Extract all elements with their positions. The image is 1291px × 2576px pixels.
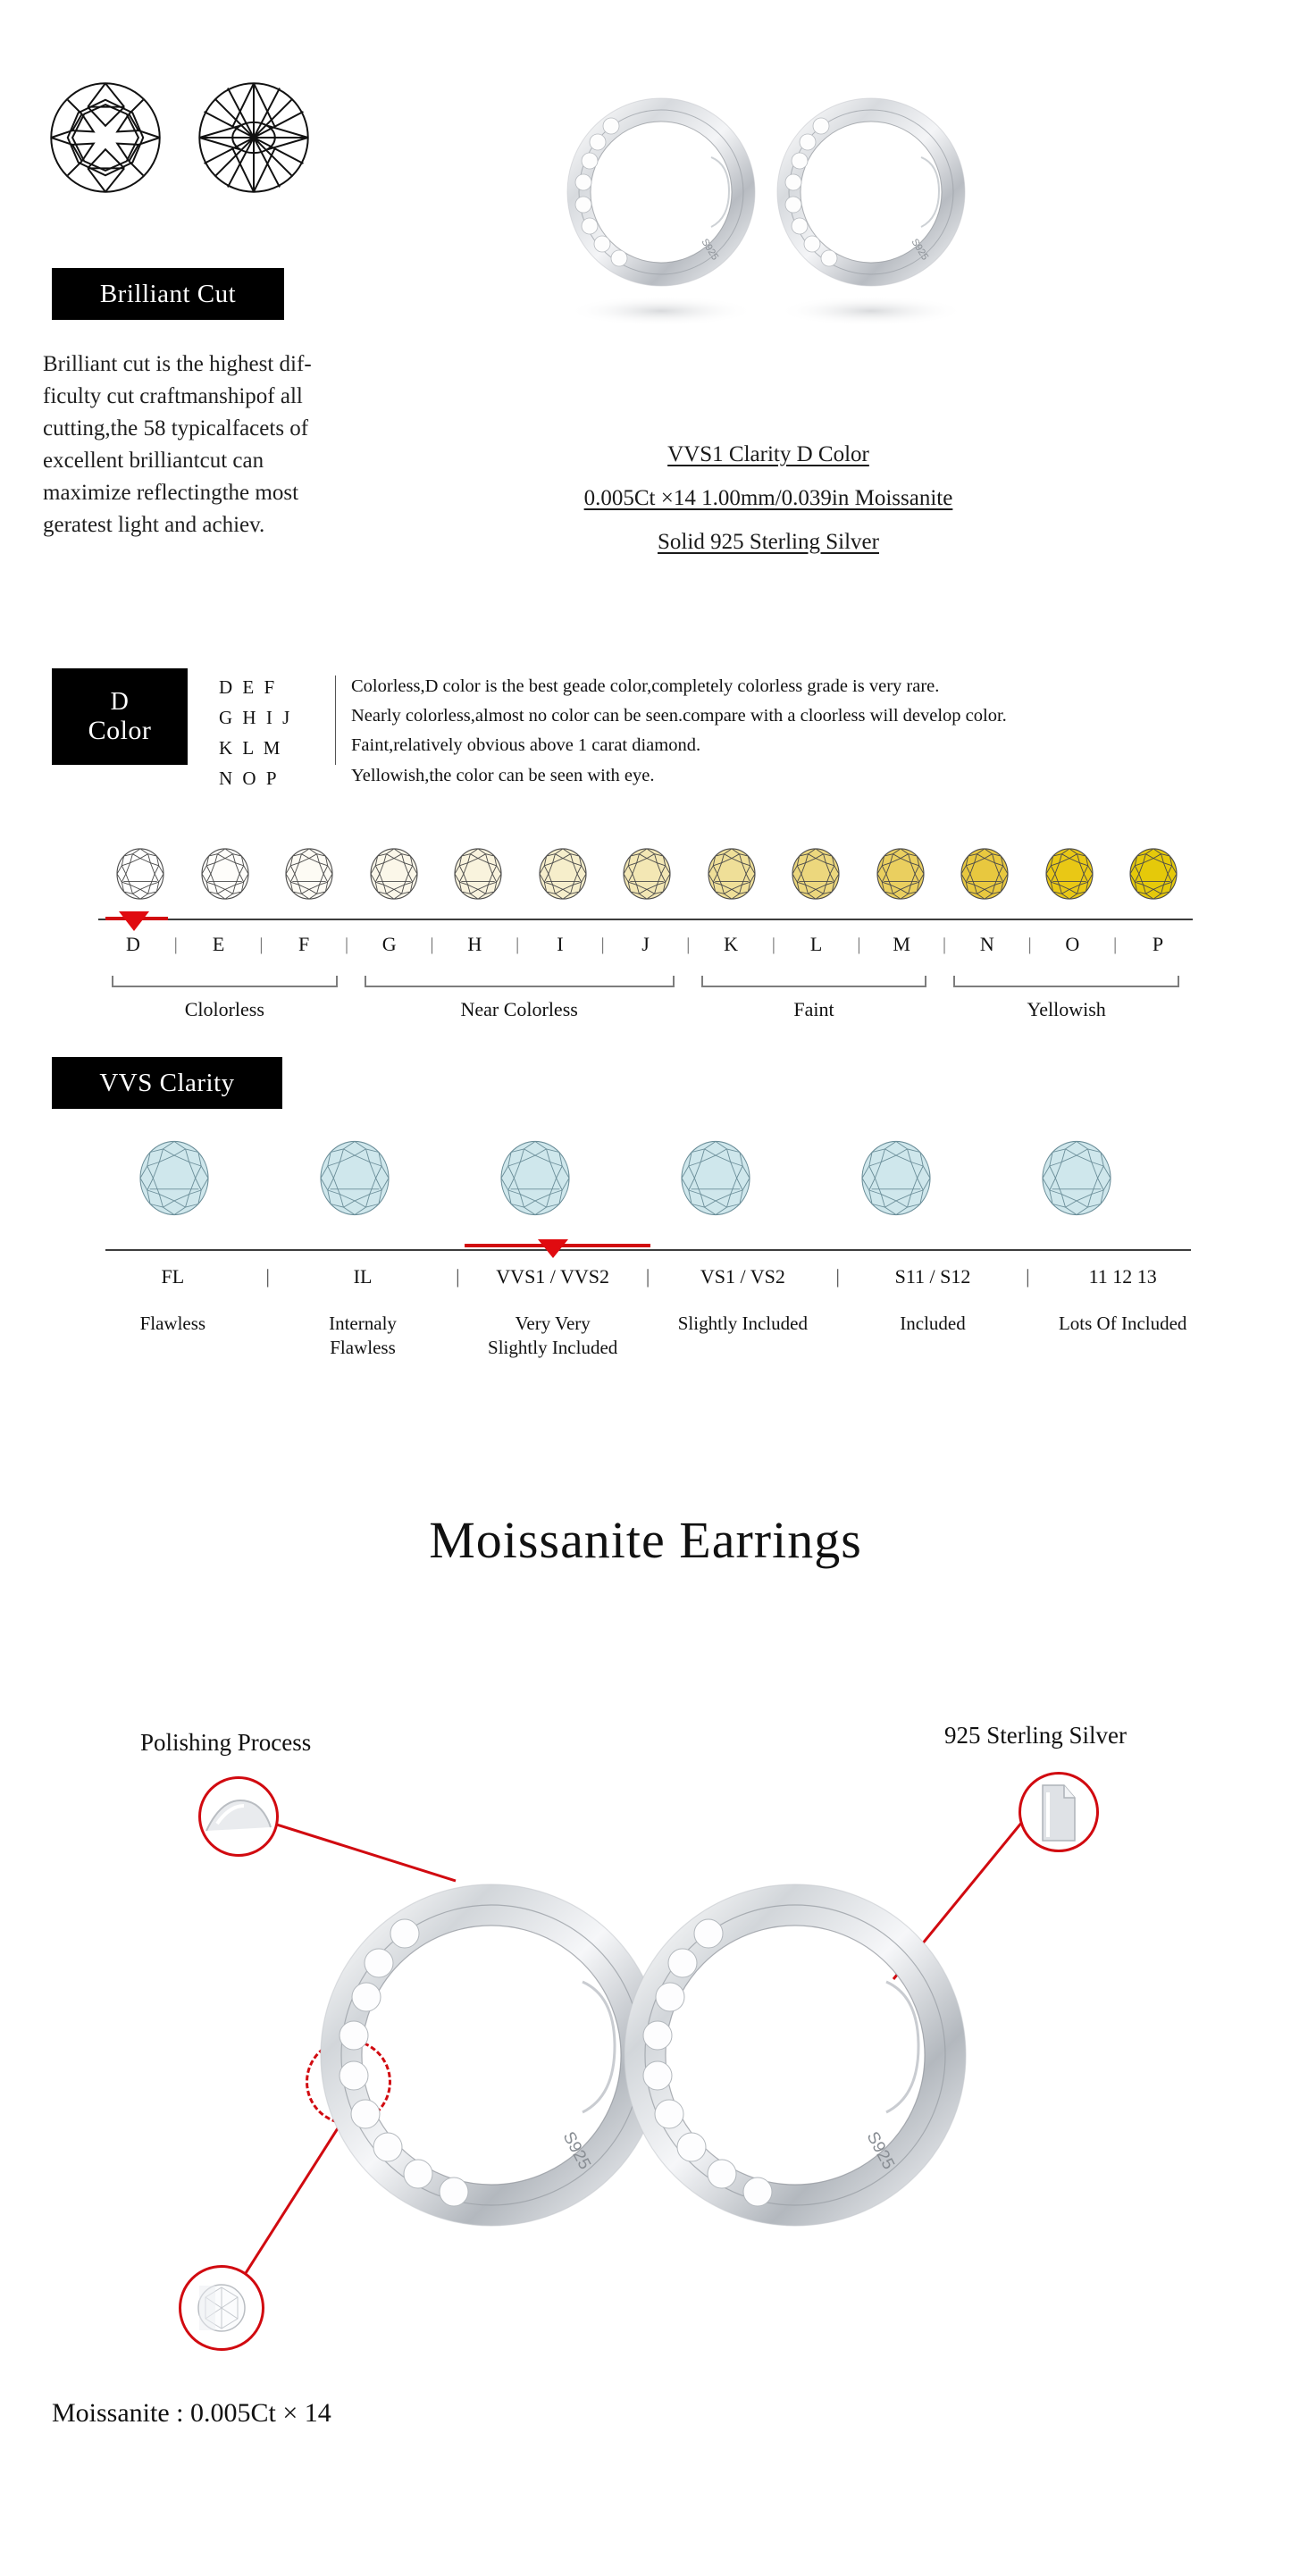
clarity-gem — [125, 1139, 223, 1218]
bottom-earring-left — [321, 1884, 662, 2226]
grade-description: Yellowish,the color can be seen with eye. — [351, 765, 655, 785]
d-color-plate-line2: Color — [88, 715, 152, 745]
callout-circle-silver — [1019, 1772, 1099, 1852]
color-grade-descriptions — [351, 672, 1200, 791]
grade-description: Nearly colorless,almost no color can be seen.compare with a cloorless will develop color. — [351, 706, 1007, 726]
color-group-label: Faint — [793, 998, 834, 1020]
color-grade-letter: P — [1152, 933, 1164, 955]
color-grade-letter: H — [467, 933, 482, 955]
bottom-caption: Moissanite : 0.005Ct × 14 — [52, 2398, 331, 2428]
color-scale-axis — [98, 919, 1193, 920]
bottom-earring-right — [625, 1884, 966, 2226]
color-gem-row — [105, 847, 1188, 901]
grade-description: Colorless,D color is the best geade color,completely colorless grade is very rare. — [351, 676, 940, 696]
clarity-gem — [666, 1139, 765, 1218]
color-gem — [866, 847, 935, 901]
engraving-text-left: S925 — [699, 237, 721, 263]
vvs-clarity-label: VVS Clarity — [99, 1068, 235, 1097]
callout-circle-stone-detail — [179, 2265, 264, 2351]
engraving-text-bottom-left: S925 — [558, 2128, 594, 2173]
color-grade-groups — [219, 672, 326, 793]
color-gem — [190, 847, 260, 901]
vvs-clarity-plate — [52, 1057, 282, 1109]
color-scale-separator: | — [600, 934, 605, 954]
hero-line-3: Solid 925 Sterling Silver — [658, 529, 879, 554]
color-gem — [1035, 847, 1104, 901]
color-group-bracket — [112, 976, 338, 987]
color-gem — [359, 847, 429, 901]
color-scale-separator: | — [1027, 934, 1032, 954]
brilliant-cut-diagrams — [46, 79, 314, 195]
color-grade-letter: N — [979, 933, 994, 955]
clarity-gem — [847, 1139, 945, 1218]
color-grade-letter: D — [126, 933, 140, 955]
brilliant-cut-description: Brilliant cut is the highest dif-ficulty cut craftmanshipof all cutting,the 58 typicalfacets of excellent brilliantcut can maximize reflectingthe most geratest light and achiev. — [43, 352, 312, 537]
color-grade-letter: L — [809, 933, 823, 955]
color-group-bracket — [953, 976, 1179, 987]
color-scale-separator: | — [259, 934, 264, 954]
brilliant-cut-pavilion-diagram — [195, 79, 313, 197]
clarity-scale-separator: | — [456, 1265, 460, 1288]
clarity-scale-separator: | — [835, 1265, 840, 1288]
clarity-scale-separator: | — [265, 1265, 270, 1288]
hero-earrings-image — [536, 71, 1001, 366]
clarity-grade-description: Lots Of Included — [1058, 1313, 1187, 1334]
color-scale-separator: | — [344, 934, 348, 954]
color-grade-letter: I — [557, 933, 564, 955]
callout-label-polishing: Polishing Process — [140, 1729, 312, 1756]
hero-caption — [536, 433, 1001, 564]
clarity-scale-marker-pointer — [538, 1239, 568, 1258]
color-gem — [612, 847, 682, 901]
brilliant-cut-label: Brilliant Cut — [99, 279, 237, 308]
color-scale-marker-pointer — [119, 911, 149, 931]
clarity-grade-label: 11 12 13 — [1088, 1265, 1157, 1288]
grade-group: N O P — [219, 768, 280, 790]
clarity-grade-label: VVS1 / VVS2 — [496, 1265, 610, 1288]
color-grade-letter: E — [212, 933, 225, 955]
clarity-grade-description: Flawless — [139, 1313, 206, 1334]
clarity-grade-label: S11 / S12 — [894, 1265, 971, 1288]
color-grade-letter: J — [641, 933, 650, 955]
color-gem — [443, 847, 513, 901]
clarity-grade-description: Internaly Flawless — [329, 1313, 397, 1358]
earring-left — [567, 98, 755, 286]
grade-description: Faint,relatively obvious above 1 carat diamond. — [351, 735, 701, 756]
engraving-text-right: S925 — [909, 237, 931, 263]
color-grade-letter: F — [298, 933, 310, 955]
brilliant-cut-plate — [52, 268, 284, 320]
color-gem — [1119, 847, 1188, 901]
bottom-earrings-image — [295, 1832, 1010, 2332]
page-title: Moissanite Earrings — [429, 1511, 862, 1569]
d-color-plate — [52, 668, 188, 765]
engraving-text-bottom-right: S925 — [862, 2128, 898, 2173]
grade-group: G H I J — [219, 707, 293, 729]
color-group-label: Yellowish — [1027, 998, 1106, 1020]
clarity-grade-label: FL — [161, 1265, 185, 1288]
grade-group: K L M — [219, 737, 283, 759]
grade-divider — [335, 675, 336, 765]
color-group — [112, 976, 338, 1021]
clarity-gem — [486, 1139, 584, 1218]
color-scale-separator: | — [1113, 934, 1118, 954]
brilliant-cut-crown-diagram — [46, 79, 164, 197]
color-gem — [781, 847, 851, 901]
color-scale-letters — [98, 929, 1193, 960]
color-group-bracket — [365, 976, 675, 987]
clarity-scale-descriptions — [89, 1312, 1206, 1360]
earring-right — [777, 98, 965, 286]
color-scale-separator: | — [686, 934, 691, 954]
clarity-grade-description: Included — [900, 1313, 966, 1334]
color-group-label: Clolorless — [184, 998, 264, 1020]
color-grade-letter: M — [893, 933, 910, 955]
color-scale-separator: | — [430, 934, 434, 954]
color-grade-letter: G — [381, 933, 397, 955]
clarity-gem — [1027, 1139, 1126, 1218]
color-gem — [950, 847, 1019, 901]
hero-line-1: VVS1 Clarity D Color — [667, 442, 869, 466]
clarity-gem — [306, 1139, 404, 1218]
color-scale-separator: | — [516, 934, 520, 954]
clarity-scale-axis — [105, 1249, 1191, 1251]
callout-label-silver: 925 Sterling Silver — [944, 1722, 1127, 1749]
color-group — [701, 976, 927, 1021]
color-scale-separator: | — [857, 934, 861, 954]
color-gem — [697, 847, 767, 901]
d-color-plate-line1: D — [110, 687, 130, 716]
color-gem — [274, 847, 344, 901]
clarity-grade-description: Very Very Slightly Included — [488, 1313, 618, 1358]
callout-circle-polishing — [198, 1776, 279, 1857]
color-group-label: Near Colorless — [460, 998, 578, 1020]
clarity-grade-label: VS1 / VS2 — [700, 1265, 785, 1288]
color-group — [365, 976, 675, 1021]
clarity-scale-labels — [89, 1262, 1206, 1292]
color-gem — [528, 847, 598, 901]
color-grade-letter: O — [1065, 933, 1080, 955]
clarity-grade-description: Slightly Included — [677, 1313, 808, 1334]
clarity-gem-row — [125, 1139, 1126, 1218]
color-group-bracket — [701, 976, 927, 987]
color-scale-groups — [98, 976, 1193, 1038]
color-scale-separator: | — [942, 934, 946, 954]
color-grade-letter: K — [724, 933, 738, 955]
color-scale-separator: | — [771, 934, 775, 954]
clarity-grade-label: IL — [353, 1265, 373, 1288]
color-scale-separator: | — [173, 934, 178, 954]
hero-line-2: 0.005Ct ×14 1.00mm/0.039in Moissanite — [583, 485, 953, 510]
grade-group: D E F — [219, 676, 278, 698]
color-group — [953, 976, 1179, 1021]
color-gem — [105, 847, 175, 901]
clarity-scale-separator: | — [645, 1265, 650, 1288]
clarity-scale-separator: | — [1026, 1265, 1030, 1288]
